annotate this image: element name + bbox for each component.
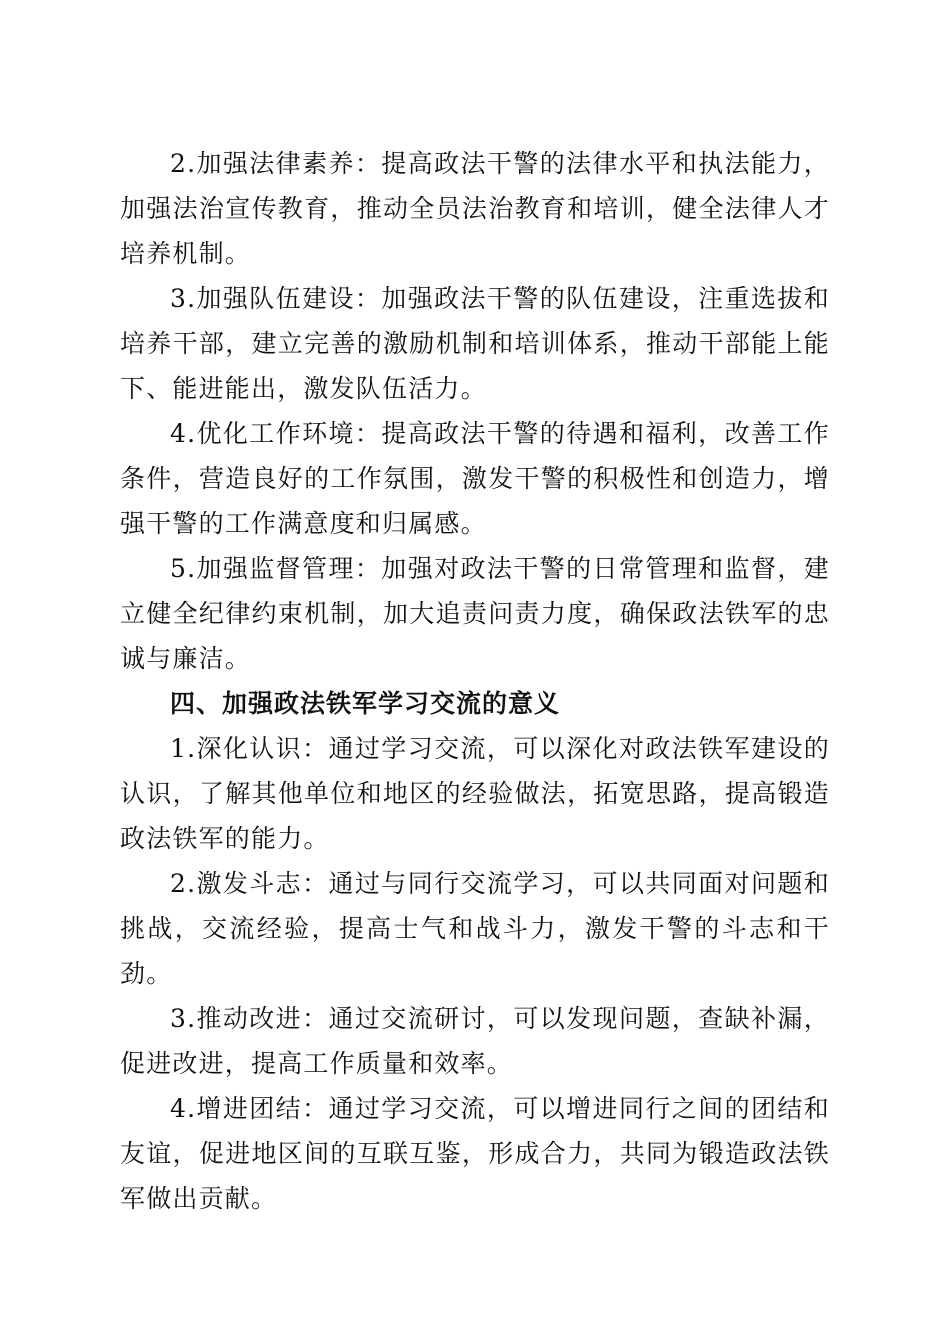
paragraph-item-2-legal-literacy: 2.加强法律素养：提高政法干警的法律水平和执法能力，加强法治宣传教育，推动全员法治教育和培训，健全法律人才培养机制。 <box>120 149 830 268</box>
document-body <box>120 141 830 1221</box>
paragraph-item-2-inspire-morale: 2.激发斗志：通过与同行交流学习，可以共同面对问题和挑战，交流经验，提高士气和战斗力，激发干警的斗志和干劲。 <box>120 869 830 988</box>
paragraph-item-3-team-building: 3.加强队伍建设：加强政法干警的队伍建设，注重选拔和培养干部，建立完善的激励机制和培训体系，推动干部能上能下、能进能出，激发队伍活力。 <box>120 284 830 403</box>
paragraph-item-3-promote-improvement: 3.推动改进：通过交流研讨，可以发现问题，查缺补漏，促进改进，提高工作质量和效率。 <box>120 1004 830 1078</box>
paragraph-item-1-deepen-understanding: 1.深化认识：通过学习交流，可以深化对政法铁军建设的认识，了解其他单位和地区的经验做法，拓宽思路，提高锻造政法铁军的能力。 <box>120 734 830 853</box>
paragraph-item-4-enhance-unity: 4.增进团结：通过学习交流，可以增进同行之间的团结和友谊，促进地区间的互联互鉴，形成合力，共同为锻造政法铁军做出贡献。 <box>120 1094 830 1213</box>
section-heading: 四、加强政法铁军学习交流的意义 <box>170 689 561 718</box>
paragraph-item-5-supervision: 5.加强监督管理：加强对政法干警的日常管理和监督，建立健全纪律约束机制，加大追责问责力度，确保政法铁军的忠诚与廉洁。 <box>120 554 830 673</box>
paragraph-item-4-work-environment: 4.优化工作环境：提高政法干警的待遇和福利，改善工作条件，营造良好的工作氛围，激发干警的积极性和创造力，增强干警的工作满意度和归属感。 <box>120 419 830 538</box>
